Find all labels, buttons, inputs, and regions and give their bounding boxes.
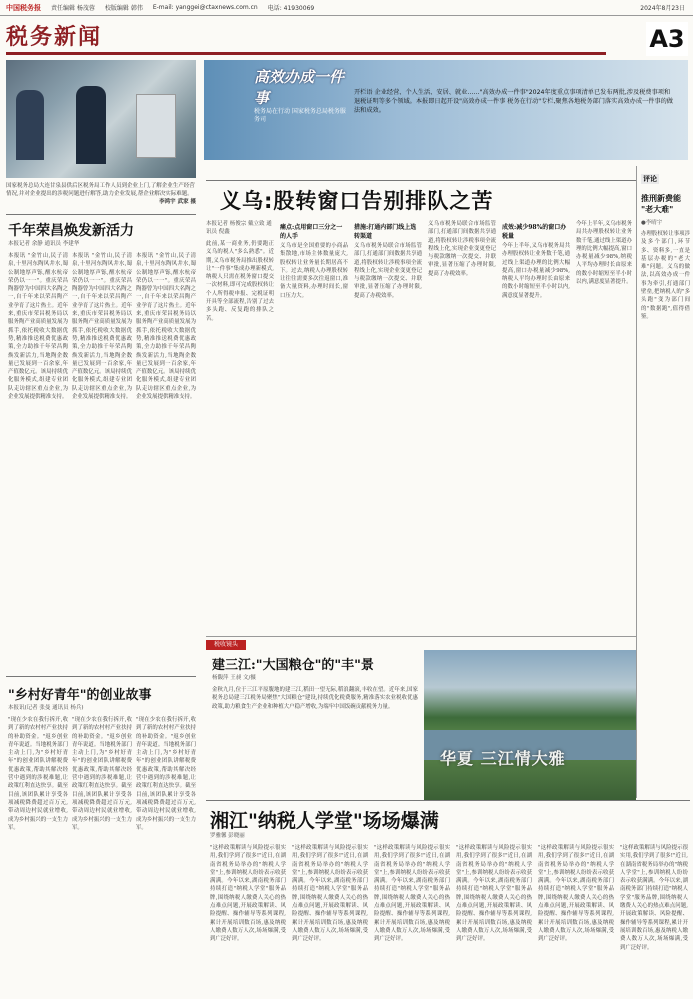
column-banner [204,60,688,160]
main-col3 [354,220,422,630]
photo-caption-text: 国家税务总局大连甘泉县供后区税务局工作人员到企业上门,了解企业生产经营情况,并对企业提出的涉税问题进行解答,助力企业发展,帮企业解决实际难题。 [6,183,195,197]
main-body3-cont: 今年上半年,义乌市税务局共办理股权转让业务数千笔,通过线上渠道办理的比例大幅提高,窗口办税量减少98%,纳税人平均办理时长由原来的数小时缩短至半小时以内,满意度显著提升。 [576,221,632,286]
editor-credit: 责任编辑 杨茂蓉 [51,5,95,12]
left-article2-body-col2: "现在少农在我行拆开,收到了新的农村村产业扶持的补助资金。"返乡创业青年说道。当地税务部门主动上门,为"乡村好青年"的创业团队讲解税费优惠政策,帮助其解决经营中遇到的涉税难题,让政策红利直达快享。截至目前,该团队累计享受各项减税降费超过百万元,带动周边村民就业增收,成为乡村振兴的一支生力军。 [72,717,132,831]
farmland-photo [424,650,636,800]
main-col4 [428,220,496,630]
photo-news-title: 建三江:"大国粮仓"的"丰"景 [212,658,374,673]
main-col6 [576,220,632,630]
commentary-title: 推刑新费能 "老大难" [641,193,681,214]
left-article2-body-col1: "现在少农在我行拆开,收到了新的农村村产业扶持的补助资金。"返乡创业青年说道。当地税务部门主动上门,为"乡村好青年"的创业团队讲解税费优惠政策,帮助其解决经营中遇到的涉税难题,让政策红利直达快享。截至目前,该团队累计享受各项减税降费超过百万元,带动周边村民就业增收,成为乡村振兴的一支生力军。 [8,717,68,831]
column-subtitle: 税务局在行动 国家税务总局税务服务司 [254,108,346,123]
email-info: E-mail: yanggei@ctaxnews.com.cn [152,4,258,11]
divider [6,676,196,677]
photo-news-body: 金秋九月,位于三江平原腹地的建三江,稻田一望无际,稻浪翻滚,丰收在望。近年来,国家税务总局建三江税务局聚焦"大国粮仓"建设,持续优化税费服务,精准落实农业税收优惠政策,助力粮食生产企业和种植大户稳产增收,为端牢中国饭碗贡献税务力量。 [212,687,418,710]
main-body3: 今年上半年,义乌市税务局共办理股权转让业务数千笔,通过线上渠道办理的比例大幅提高,窗口办税量减少98%,纳税人平均办理时长由原来的数小时缩短至半小时以内,满意度显著提升。 [502,243,570,299]
bottom-body-col4: "这样政策解读与风险提示很实用,我们学到了很多!"近日,在湖南省税务局举办的"纳税人学堂"上,参训纳税人纷纷表示收获满满。今年以来,湖南税务部门持续打造"纳税人学堂"服务品牌,围绕纳税人缴费人关心的热点难点问题,开展政策解读、风险提醒、操作辅导等系列课程,累计开展培训数百场,惠及纳税人缴费人数万人次,场场爆满,受到广泛好评。 [456,845,532,943]
main-col2 [280,220,348,630]
main-body2: 义乌市税务局联合市场监管部门,打通部门间数据共享通道,将股权转让涉税事项全流程线上化,实现企业变更登记与税款缴纳一次提交、并联审批,显著压缩了办理时限,提高了办税效率。 [354,243,422,299]
left-article1-body-col3: 本报讯 "金竹山,民子清泉,十里河东陶风井水,蜀公制地厚声铄,醒水杭帝荣仍以一一"。重庆荣昌陶器曾为中国四大名陶之一,自千年来以荣昌陶产业孕育了这片热土。近年来,重庆市荣昌税务局以服务陶产业高质量发展为抓手,依托税收大数据优势,精准推送税费优惠政策,全力助推千年荣昌陶焕发新活力,当地陶企数量已发展到一百余家,年产值数亿元。该局持续优化服务模式,组建专业团队走访辖区重点企业,为企业发展提供精准支持。 [136,253,196,401]
masthead-bar [0,0,693,16]
main-subhead1: 痛点:点用窗口三分之一的人手 [280,224,343,240]
bottom-body-col5: "这样政策解读与风险提示很实用,我们学到了很多!"近日,在湖南省税务局举办的"纳税人学堂"上,参训纳税人纷纷表示收获满满。今年以来,湖南税务部门持续打造"纳税人学堂"服务品牌,围绕纳税人缴费人关心的热点难点问题,开展政策解读、风险提醒、操作辅导等系列课程,累计开展培训数百场,惠及纳税人缴费人数万人次,场场爆满,受到广泛好评。 [538,845,614,943]
bottom-body-col6: "这样政策解读与风险提示很实用,我们学到了很多!"近日,在湖南省税务局举办的"纳税人学堂"上,参训纳税人纷纷表示收获满满。今年以来,湖南税务部门持续打造"纳税人学堂"服务品牌,围绕纳税人缴费人关心的热点难点问题,开展政策解读、风险提醒、操作辅导等系列课程,累计开展培训数百场,惠及纳税人缴费人数万人次,场场爆满,受到广泛好评。 [620,845,688,951]
column-badge [254,66,346,123]
photo-news-tag: 税收镜头 [206,640,246,650]
commentary-tag: 评论 [643,175,657,183]
left-article1-title: 千年荣昌焕发新活力 [8,223,134,239]
photo-credit: 李鸿宇 武家 摄 [159,199,196,205]
bottom-body-col3: "这样政策解读与风险提示很实用,我们学到了很多!"近日,在湖南省税务局举办的"纳税人学堂"上,参训纳税人纷纷表示收获满满。今年以来,湖南税务部门持续打造"纳税人学堂"服务品牌,围绕纳税人缴费人关心的热点难点问题,开展政策解读、风险提醒、操作辅导等系列课程,累计开展培训数百场,惠及纳税人缴费人数万人次,场场爆满,受到广泛好评。 [374,845,450,943]
main-headline: 义乌:股转窗口告别排队之苦 [220,189,494,213]
column-intro: 开栏语 企业经营、个人生活、安居、就业……"高效办成一件事"2024年度重点事项清单已发布两批,涉及税费事项和退税证明等多个领域。本报即日起开设"高效办成一件事 税务在行动"专栏,聚焦各地税务部门落实高效办成一件事的做法和成效。 [354,89,673,114]
main-col1 [206,220,274,630]
main-subhead3: 成效:减少98%的窗口办税量 [502,224,567,240]
column-kicker: 高效办成一件事 [254,68,345,107]
main-byline: 本报记者 杨俊宗 戴立致 通讯员 倪鑫 [206,221,272,235]
left-article1-body-col2: 本报讯 "金竹山,民子清泉,十里河东陶风井水,蜀公制地厚声铄,醒水杭帝荣仍以一一"。重庆荣昌陶器曾为中国四大名陶之一,自千年来以荣昌陶产业孕育了这片热土。近年来,重庆市荣昌税务局以服务陶产业高质量发展为抓手,依托税收大数据优势,精准推送税费优惠政策,全力助推千年荣昌陶焕发新活力,当地陶企数量已发展到一百余家,年产值数亿元。该局持续优化服务模式,组建专业团队走访辖区重点企业,为企业发展提供精准支持。 [72,253,132,401]
bottom-rule [206,800,690,801]
section-title: 税务新闻 [6,25,103,50]
main-subhead2: 措施:打通内部门线上选转渠道 [354,224,417,240]
photo-overlay-text: 华夏 三江情大雅 [440,749,566,768]
equipment-figure [136,94,176,158]
phone-info: 电话: 41930069 [267,5,315,12]
commentary-author: ●李晴宇 [641,220,663,226]
section-rule [6,52,606,55]
person-figure [76,86,106,164]
divider [6,214,196,215]
main-body2-cont: 义乌市税务局联合市场监管部门,打通部门间数据共享通道,将股权转让涉税事项全流程线上化,实现企业变更登记与税款缴纳一次提交、并联审批,显著压缩了办理时限,提高了办税效率。 [428,221,496,277]
left-article1-byline: 本报记者 余静 通讯员 李建华 [8,241,80,247]
paper-logo: 中国税务报 [6,3,41,12]
left-article2-byline: 本报讯(记者 张曼 通讯员 杨兵) [8,705,84,711]
person-figure [16,90,44,160]
bottom-body-col2: "这样政策解读与风险提示很实用,我们学到了很多!"近日,在湖南省税务局举办的"纳税人学堂"上,参训纳税人纷纷表示收获满满。今年以来,湖南税务部门持续打造"纳税人学堂"服务品牌,围绕纳税人缴费人关心的热点难点问题,开展政策解读、风险提醒、操作辅导等系列课程,累计开展培训数百场,惠及纳税人缴费人数万人次,场场爆满,受到广泛好评。 [292,845,368,943]
bottom-body-col1: "这样政策解读与风险提示很实用,我们学到了很多!"近日,在湖南省税务局举办的"纳税人学堂"上,参训纳税人纷纷表示收获满满。今年以来,湖南税务部门持续打造"纳税人学堂"服务品牌,围绕纳税人缴费人关心的热点难点问题,开展政策解读、风险提醒、操作辅导等系列课程,累计开展培训数百场,惠及纳税人缴费人数万人次,场场爆满,受到广泛好评。 [210,845,286,943]
designer-credit: 校版编辑 韩伟 [104,5,143,12]
left-article2-title: "乡村好青年"的创业故事 [8,688,152,703]
main-intro: 此前,某一商业务,仍要跑正义乌的税人"多么熟悉"。近期,义乌市税务局推出股权转让"一件事"集成办理新模式,纳税人只需在税务窗口提交一次材料,即可完成股权转让个人所得税申报、完税证明开具等全部流程,告别了过去多头跑、反复跑的排队之苦。 [206,241,274,322]
commentary-body: 办理股权转让事项涉及多个部门,环节多、资料多,一直是基层办税的"老大难"问题。义乌的做法,以高效办成一件事为牵引,打通部门壁垒,把纳税人的"多头跑"变为部门间的"数据跑",值得借鉴。 [641,231,690,320]
tax-office-photo [6,60,196,178]
left-article1-body-col1: 本报讯 "金竹山,民子清泉,十里河东陶风井水,蜀公制地厚声铄,醒水杭帝荣仍以一一"。重庆荣昌陶器曾为中国四大名陶之一,自千年来以荣昌陶产业孕育了这片热土。近年来,重庆市荣昌税务局以服务陶产业高质量发展为抓手,依托税收大数据优势,精准推送税费优惠政策,全力助推千年荣昌陶焕发新活力,当地陶企数量已发展到一百余家,年产值数亿元。该局持续优化服务模式,组建专业团队走访辖区重点企业,为企业发展提供精准支持。 [8,253,68,401]
main-body1: 义乌市是全国重要的小商品集散地,市场主体数量庞大,股权转让业务量长期居高不下。过去,纳税人办理股权转让往往需要多次往返窗口,准备大量资料,办理时间长,窗口压力大。 [280,243,348,299]
photo-caption [6,182,196,206]
page-number: A3 [646,22,688,56]
main-col5 [502,220,570,630]
commentary-sidebar [636,166,690,798]
bottom-article-title: 湘江"纳税人学堂"场场爆满 [210,810,439,832]
left-article2-body-col3: "现在少农在我行拆开,收到了新的农村村产业扶持的补助资金。"返乡创业青年说道。当地税务部门主动上门,为"乡村好青年"的创业团队讲解税费优惠政策,帮助其解决经营中遇到的涉税难题,让政策红利直达快享。截至目前,该团队累计享受各项减税降费超过百万元,带动周边村民就业增收,成为乡村振兴的一支生力军。 [136,717,196,831]
photo-news-byline: 杨馥萍 王昶 文/摄 [212,675,256,681]
bottom-article-byline: 罗雅馨 彭晓丽 [210,833,245,839]
headline-rule [206,180,636,181]
issue-date: 2024年8月23日 [640,5,685,12]
